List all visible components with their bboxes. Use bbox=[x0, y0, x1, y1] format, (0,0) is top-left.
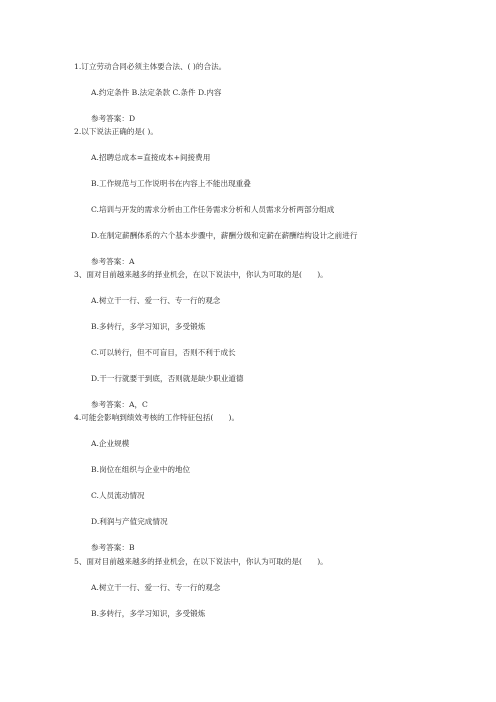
question-2-option-c: C.培训与开发的需求分析由工作任务需求分析和人员需求分析两部分组成 bbox=[91, 205, 335, 214]
question-3-option-a: A.树立干一行、爱一行、专一行的观念 bbox=[91, 296, 221, 305]
question-1-answer: 参考答案：D bbox=[91, 114, 136, 123]
question-4-stem: 4.可能会影响到绩效考核的工作特征包括( )。 bbox=[74, 413, 240, 422]
question-2-option-a: A.招聘总成本=直接成本+间接费用 bbox=[91, 153, 211, 162]
question-5-stem: 5、面对目前越来越多的择业机会，在以下说法中，你认为可取的是( )。 bbox=[74, 557, 328, 566]
question-3-stem: 3、面对目前越来越多的择业机会，在以下说法中，你认为可取的是( )。 bbox=[74, 270, 328, 279]
question-3-option-b: B.多转行，多学习知识，多受锻炼 bbox=[91, 322, 206, 331]
question-5-option-b: B.多转行，多学习知识，多受锻炼 bbox=[91, 609, 206, 618]
question-4-option-d: D.利润与产值完成情况 bbox=[91, 517, 168, 526]
question-3-option-c: C.可以转行，但不可盲目，否则不利于成长 bbox=[91, 348, 236, 357]
question-2-answer: 参考答案：A bbox=[91, 257, 135, 266]
question-4-option-c: C.人员流动情况 bbox=[91, 491, 145, 500]
question-4-option-b: B.岗位在组织与企业中的地位 bbox=[91, 465, 191, 474]
question-2-option-b: B.工作规范与工作说明书在内容上不能出现重叠 bbox=[91, 179, 251, 188]
question-3-answer: 参考答案：A，C bbox=[91, 400, 148, 409]
question-3-option-d: D.干一行就要干到底，否则就是缺少职业道德 bbox=[91, 374, 244, 383]
question-1-options: A.约定条件 B.法定条款 C.条件 D.内容 bbox=[91, 88, 222, 97]
question-4-option-a: A.企业规模 bbox=[91, 439, 130, 448]
question-2-option-d: D.在制定薪酬体系的六个基本步骤中，薪酬分级和定薪在薪酬结构设计之前进行 bbox=[91, 231, 358, 240]
question-5-option-a: A.树立干一行、爱一行、专一行的观念 bbox=[91, 583, 221, 592]
question-2-stem: 2.以下说法正确的是( )。 bbox=[74, 127, 158, 136]
question-4-answer: 参考答案：B bbox=[91, 543, 135, 552]
question-1-stem: 1.订立劳动合同必须主体要合法、( )的合法。 bbox=[74, 62, 227, 71]
